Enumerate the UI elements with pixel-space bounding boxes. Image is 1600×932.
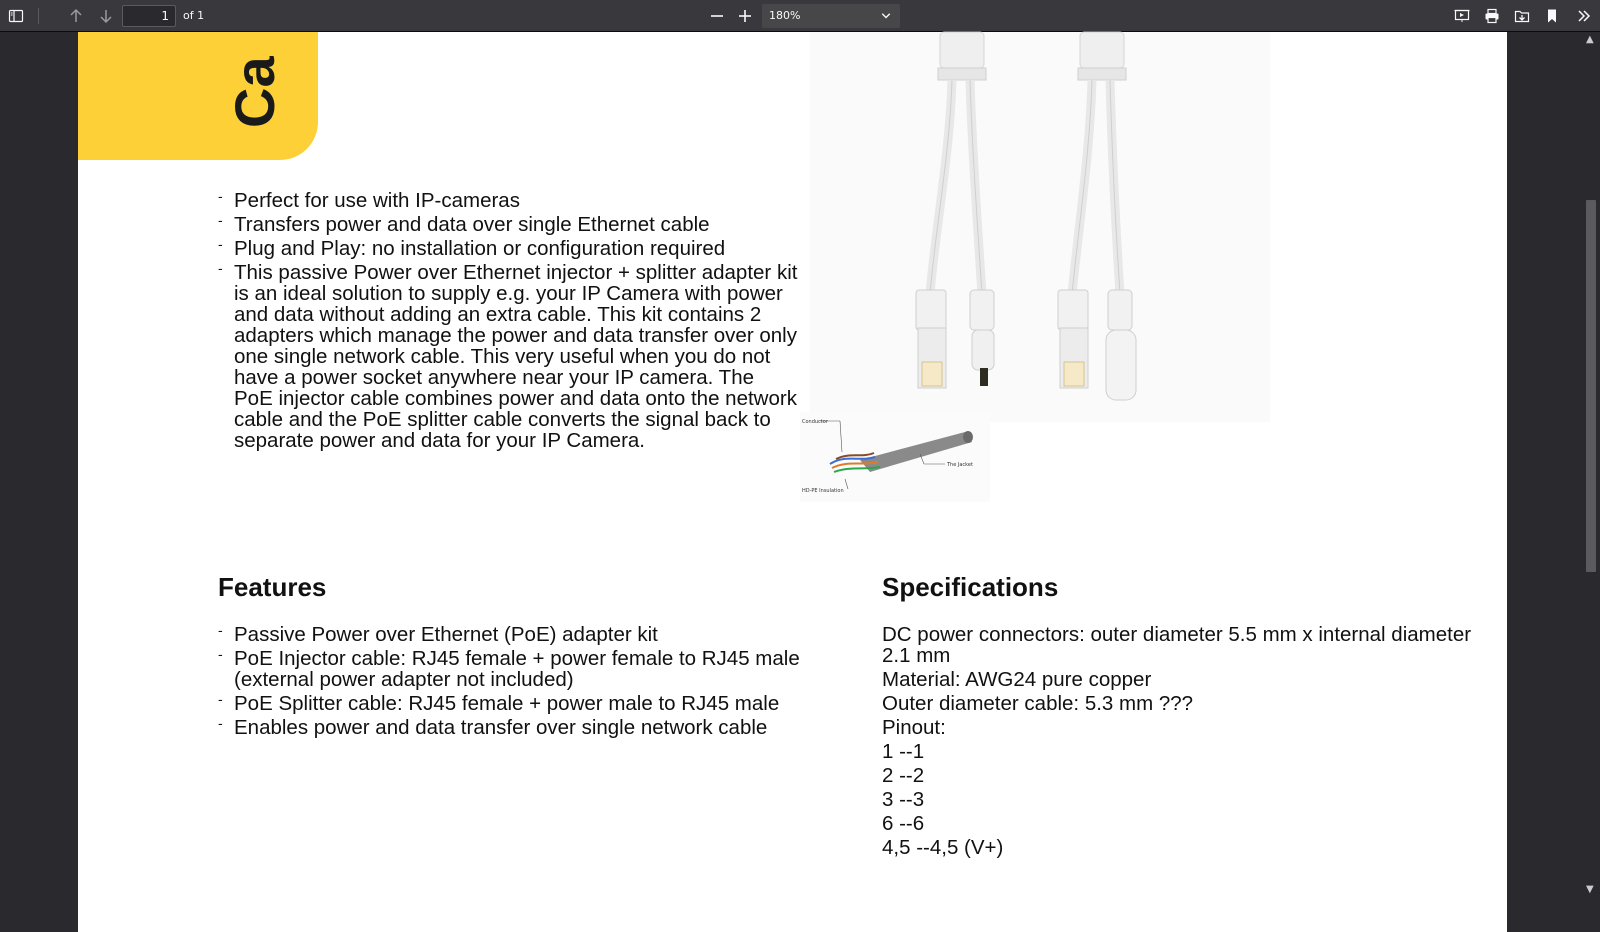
specifications-heading: Specifications	[882, 572, 1059, 602]
previous-page-button[interactable]	[64, 4, 88, 28]
scroll-down-icon[interactable]: ▼	[1586, 884, 1594, 895]
page-number-input[interactable]	[122, 5, 176, 27]
banner-title-text: Ca	[223, 56, 286, 128]
feature-item: - Passive Power over Ethernet (PoE) adapter kit	[218, 624, 818, 645]
intro-item: - Transfers power and data over single Ethernet cable	[218, 214, 798, 235]
intro-list	[218, 190, 798, 454]
page-count-label: of 1	[183, 9, 205, 22]
intro-item: - This passive Power over Ethernet injector + splitter adapter kit is an ideal solution to supply e.g. your IP Camera with power and data without adding an extra cable. This kit contains 2 adapters which manage the power and data transfer over only one single network cable. This very useful when you do not have a power socket anywhere near your IP camera. The PoE injector cable combines power and data onto the network cable and the PoE splitter cable converts the signal back to separate power and data for your IP Camera.	[218, 262, 798, 451]
plus-icon	[737, 8, 753, 24]
presentation-icon	[1454, 8, 1470, 24]
feature-item: - PoE Splitter cable: RJ45 female + power male to RJ45 male	[218, 693, 818, 714]
diagram-label-conductor: Conductor	[802, 419, 828, 425]
spec-line: 2 --2	[882, 764, 925, 787]
diagram-label-jacket: The Jacket	[947, 462, 973, 468]
pdf-page	[78, 32, 1507, 932]
zoom-out-button[interactable]	[705, 4, 729, 28]
scroll-up-icon[interactable]: ▲	[1586, 34, 1594, 45]
pdf-toolbar	[0, 0, 1600, 32]
sidebar-toggle-button[interactable]	[4, 4, 28, 28]
save-icon	[1514, 8, 1530, 24]
vertical-scrollbar[interactable]	[1582, 32, 1600, 900]
banner-title	[222, 40, 302, 128]
spec-line: DC power connectors: outer diameter 5.5 mm x internal diameter 2.1 mm	[882, 623, 1472, 667]
toolbar-separator	[38, 8, 39, 24]
features-heading: Features	[218, 572, 327, 602]
bookmark-button[interactable]	[1540, 4, 1564, 28]
spec-line: 4,5 --4,5 (V+)	[882, 836, 1004, 859]
zoom-value: 180%	[769, 9, 801, 22]
next-page-button[interactable]	[94, 4, 118, 28]
spec-line: 6 --6	[882, 812, 925, 835]
poe-cable-photo	[810, 32, 1270, 422]
spec-line: Outer diameter cable: 5.3 mm ???	[882, 692, 1194, 715]
specifications-list	[882, 624, 1482, 861]
spec-line: Pinout:	[882, 716, 946, 739]
feature-item: - Enables power and data transfer over single network cable	[218, 717, 818, 738]
zoom-in-button[interactable]	[733, 4, 757, 28]
print-button[interactable]	[1480, 4, 1504, 28]
zoom-select[interactable]	[762, 4, 900, 28]
spec-line: 1 --1	[882, 740, 925, 763]
spec-line: 3 --3	[882, 788, 925, 811]
cable-diagram	[800, 412, 990, 502]
diagram-label-insulation: HD-PE Insulation	[802, 488, 844, 494]
features-list	[218, 624, 818, 741]
document-viewer[interactable]	[0, 32, 1600, 900]
arrow-up-icon	[68, 8, 84, 24]
double-chevron-right-icon	[1576, 8, 1592, 24]
spec-line: Material: AWG24 pure copper	[882, 668, 1152, 691]
intro-item: - Perfect for use with IP-cameras	[218, 190, 798, 211]
sidebar-icon	[8, 8, 24, 24]
print-icon	[1484, 8, 1500, 24]
minus-icon	[709, 8, 725, 24]
yellow-title-banner	[78, 32, 318, 160]
save-button[interactable]	[1510, 4, 1534, 28]
scrollbar-thumb[interactable]	[1586, 200, 1596, 572]
bookmark-icon	[1544, 8, 1560, 24]
intro-item: - Plug and Play: no installation or configuration required	[218, 238, 798, 259]
chevron-down-icon	[880, 4, 892, 31]
feature-item: - PoE Injector cable: RJ45 female + power female to RJ45 male (external power adapter not included)	[218, 648, 818, 690]
tools-menu-button[interactable]	[1572, 4, 1596, 28]
presentation-mode-button[interactable]	[1450, 4, 1474, 28]
arrow-down-icon	[98, 8, 114, 24]
